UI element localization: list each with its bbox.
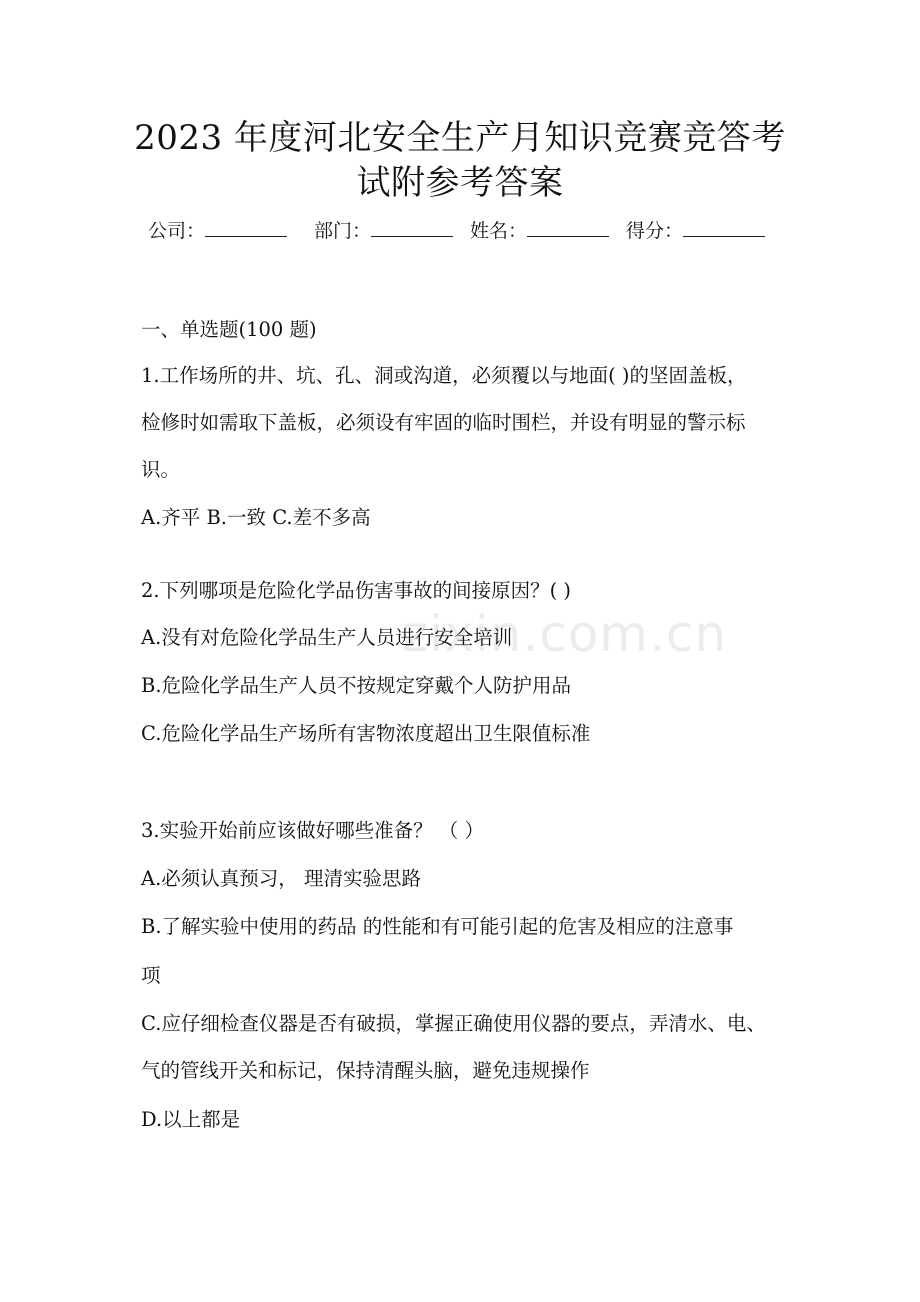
info-row: [148, 216, 788, 244]
company-blank: [205, 216, 287, 237]
score-blank: [683, 216, 765, 237]
question-2-option-b: B.危险化学品生产人员不按规定穿戴个人防护用品: [141, 674, 572, 697]
department-field: [314, 216, 453, 245]
question-2-line-1: 2.下列哪项是危险化学品伤害事故的间接原因？( ): [141, 579, 572, 602]
question-3-option-a: A.必须认真预习， 理清实验思路: [141, 867, 421, 890]
question-1-options: A.齐平 B.一致 C.差不多高: [141, 506, 371, 529]
score-label: 得分：: [626, 220, 684, 242]
question-3-option-b-line-2: 项: [141, 964, 161, 987]
question-3-line-1: 3.实验开始前应该做好哪些准备？ （ ）: [141, 819, 485, 842]
question-1-line-1: 1.工作场所的井、坑、孔、洞或沟道，必须覆以与地面( )的坚固盖板，: [141, 364, 747, 387]
question-3-option-c-line-1: C.应仔细检查仪器是否有破损，掌握正确使用仪器的要点，弄清水、电、: [141, 1012, 766, 1035]
question-1-line-2: 检修时如需取下盖板，必须设有牢固的临时围栏，并设有明显的警示标: [141, 411, 746, 434]
name-field: [470, 216, 609, 245]
department-blank: [371, 216, 453, 237]
department-label: 部门：: [314, 220, 372, 242]
question-2-option-a: A.没有对危险化学品生产人员进行安全培训: [141, 626, 513, 649]
company-label: 公司：: [148, 220, 206, 242]
question-1-line-3: 识。: [141, 458, 181, 481]
company-field: [148, 216, 287, 245]
name-label: 姓名：: [470, 220, 528, 242]
question-2-option-c: C.危险化学品生产场所有害物浓度超出卫生限值标准: [141, 722, 591, 745]
score-field: [626, 216, 765, 245]
question-3-option-c-line-2: 气的管线开关和标记，保持清醒头脑，避免违规操作: [141, 1059, 590, 1082]
question-3-option-d: D.以上都是: [141, 1108, 241, 1131]
document-title-line-2: 试附参考答案: [356, 163, 564, 203]
section-heading: 一、单选题(100 题): [141, 318, 317, 341]
question-3-option-b-line-1: B.了解实验中使用的药品 的性能和有可能引起的危害及相应的注意事: [141, 915, 734, 938]
document-title-line-1: 2023 年度河北安全生产月知识竞赛竞答考: [134, 118, 786, 158]
watermark: zixin.com.cn: [402, 605, 728, 663]
name-blank: [527, 216, 609, 237]
